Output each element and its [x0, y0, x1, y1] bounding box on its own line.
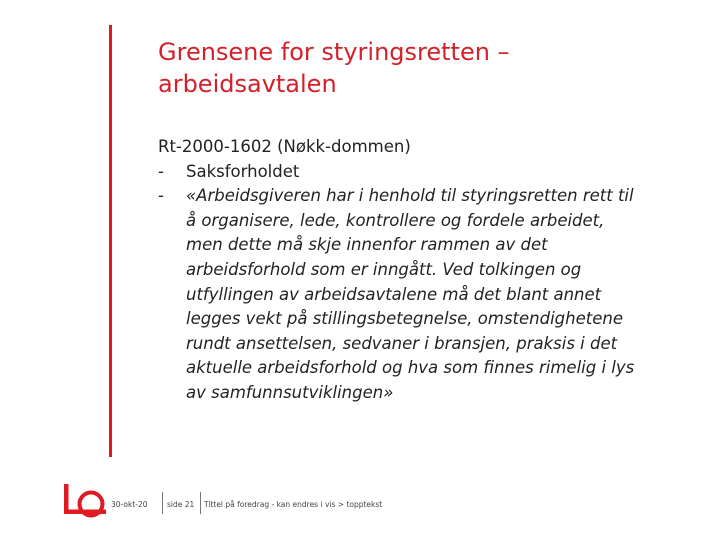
bullet-item-1	[158, 160, 698, 185]
quote-line: utfyllingen av arbeidsavtalene må det blant annet	[186, 284, 602, 304]
bullet-dash: -	[158, 161, 164, 181]
footer-divider	[200, 492, 201, 514]
footer	[0, 478, 720, 528]
slide-body	[158, 135, 698, 406]
footer-date: 30-okt-20	[111, 500, 148, 509]
quote-line: «Arbeidsgiveren har i henhold til styringsretten rett til	[186, 186, 634, 206]
footer-caption: Tittel på foredrag - kan endres i vis > topptekst	[204, 500, 383, 509]
bullet-text: Saksforholdet	[186, 161, 300, 181]
quote-line: å organisere, lede, kontrollere og fordele arbeidet,	[186, 210, 605, 230]
quote-line: rundt ansettelsen, sedvaner i bransjen, praksis i det	[186, 333, 618, 353]
bullet-item-2	[158, 184, 698, 405]
quote-line: men dette må skje innenfor rammen av det	[186, 235, 548, 255]
quote-line: arbeidsforhold som er inngått. Ved tolkingen og	[186, 259, 582, 279]
bullet-dash: -	[158, 186, 164, 206]
quote-line: av samfunnsutviklingen»	[186, 382, 394, 402]
quote-line: legges vekt på stillingsbetegnelse, omstendighetene	[186, 309, 623, 329]
case-reference: Rt-2000-1602 (Nøkk-dommen)	[158, 137, 411, 156]
quote-line: aktuelle arbeidsforhold og hva som finnes rimelig i lys	[186, 358, 635, 378]
footer-divider	[162, 492, 163, 514]
accent-vertical-line	[109, 25, 112, 457]
lo-logo-icon	[60, 478, 110, 526]
footer-page-number: side 21	[167, 500, 195, 509]
title-line-2: arbeidsavtalen	[158, 70, 337, 98]
title-line-1: Grensene for styringsretten –	[158, 38, 510, 66]
slide-title	[158, 36, 698, 100]
